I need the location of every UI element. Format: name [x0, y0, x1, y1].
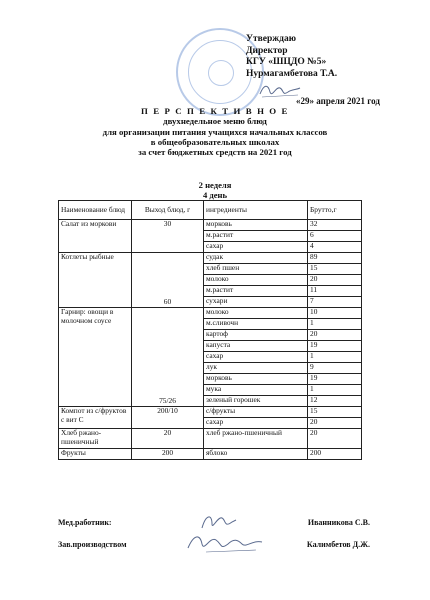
header-dish-name: Наименование блюд [59, 201, 132, 220]
ingredient-brutto: 11 [308, 286, 362, 297]
menu-table [58, 200, 362, 460]
ingredient-name: м.растит [204, 286, 308, 297]
title-line: для организации питания учащихся начальных классов [102, 126, 328, 137]
title-line: за счет бюджетных средств на 2021 год [138, 147, 292, 158]
ingredient-brutto: 19 [308, 341, 362, 352]
ingredient-name: лук [204, 363, 308, 374]
table-row [59, 449, 362, 460]
ingredient-brutto: 9 [308, 363, 362, 374]
production-head-name: Калимбетов Д.Ж. [306, 540, 370, 549]
week-label: 2 неделя [198, 180, 232, 190]
ingredient-name: с/фрукты [204, 407, 308, 418]
ingredient-brutto: 10 [308, 308, 362, 319]
ingredient-brutto: 1 [308, 385, 362, 396]
dish-output: 20 [132, 429, 204, 449]
ingredient-name: сахар [204, 352, 308, 363]
table-row [59, 308, 362, 319]
table-row [59, 407, 362, 418]
menu-table-body [59, 220, 362, 460]
dish-name: Фрукты [59, 449, 132, 460]
header-output: Выход блюд, г [132, 201, 204, 220]
dish-name: Компот из с/фруктов с вит С [59, 407, 132, 429]
ingredient-brutto: 15 [308, 407, 362, 418]
production-head-label: Зав.производством [58, 540, 127, 549]
title-line: П Е Р С П Е К Т И В Н О Е [140, 106, 290, 116]
document-title [0, 106, 430, 157]
ingredient-brutto: 20 [308, 275, 362, 286]
approval-block [246, 34, 337, 80]
ingredient-brutto: 20 [308, 418, 362, 429]
table-row [59, 220, 362, 231]
ingredient-name: картоф [204, 330, 308, 341]
ingredient-brutto: 1 [308, 352, 362, 363]
ingredient-name: молоко [204, 275, 308, 286]
dish-output: 200 [132, 449, 204, 460]
day-label: 4 день [202, 190, 228, 200]
dish-name: Гарнир: овощи в молочном соусе [59, 308, 132, 407]
ingredient-name: зеленый горошек [204, 396, 308, 407]
approve-line: Директор [246, 45, 288, 56]
header-ingredients: ингредиенты [204, 201, 308, 220]
approve-line: Утверждаю [246, 34, 296, 44]
ingredient-name: сахар [204, 418, 308, 429]
ingredient-name: сахар [204, 242, 308, 253]
ingredient-name: судак [204, 253, 308, 264]
med-worker-name: Иванникова С.В. [307, 518, 370, 527]
med-worker-label: Мед.работник: [58, 518, 112, 527]
ingredient-brutto: 6 [308, 231, 362, 242]
ingredient-name: молоко [204, 308, 308, 319]
approve-line: Нурмагамбетова Т.А. [246, 68, 338, 79]
ingredient-name: хлеб ржано-пшеничный [204, 429, 308, 449]
ingredient-brutto: 1 [308, 319, 362, 330]
dish-name: Котлеты рыбные [59, 253, 132, 308]
ingredient-name: мука [204, 385, 308, 396]
ingredient-name: м.сливочн [204, 319, 308, 330]
table-row [59, 253, 362, 264]
week-day-label [0, 180, 430, 200]
title-line: в общеобразовательных школах [150, 136, 280, 147]
ingredient-brutto: 4 [308, 242, 362, 253]
ingredient-brutto: 7 [308, 297, 362, 308]
ingredient-brutto: 20 [308, 429, 362, 449]
dish-output: 75/26 [132, 308, 204, 407]
ingredient-brutto: 19 [308, 374, 362, 385]
dish-output: 60 [132, 253, 204, 308]
approve-line: КГУ «ШЦДО №5» [246, 57, 327, 67]
ingredient-brutto: 15 [308, 264, 362, 275]
ingredient-brutto: 200 [308, 449, 362, 460]
table-header-row [59, 201, 362, 220]
dish-name: Салат из моркови [59, 220, 132, 253]
ingredient-name: морковь [204, 220, 308, 231]
ingredient-name: морковь [204, 374, 308, 385]
ingredient-name: яблоко [204, 449, 308, 460]
approval-date: «29» апреля 2021 год [296, 96, 380, 106]
ingredient-name: сухари [204, 297, 308, 308]
ingredient-name: капуста [204, 341, 308, 352]
dish-output: 30 [132, 220, 204, 253]
ingredient-name: м.растит [204, 231, 308, 242]
ingredient-name: хлеб пшен [204, 264, 308, 275]
header-brutto: Брутто,г [308, 201, 362, 220]
ingredient-brutto: 89 [308, 253, 362, 264]
ingredient-brutto: 20 [308, 330, 362, 341]
med-worker-signature-icon [198, 512, 238, 532]
table-row [59, 429, 362, 449]
ingredient-brutto: 12 [308, 396, 362, 407]
dish-output: 200/10 [132, 407, 204, 429]
title-line: двухнедельное меню блюд [163, 116, 267, 127]
ingredient-brutto: 32 [308, 220, 362, 231]
production-head-signature-icon [186, 530, 266, 556]
dish-name: Хлеб ржано-пшеничный [59, 429, 132, 449]
